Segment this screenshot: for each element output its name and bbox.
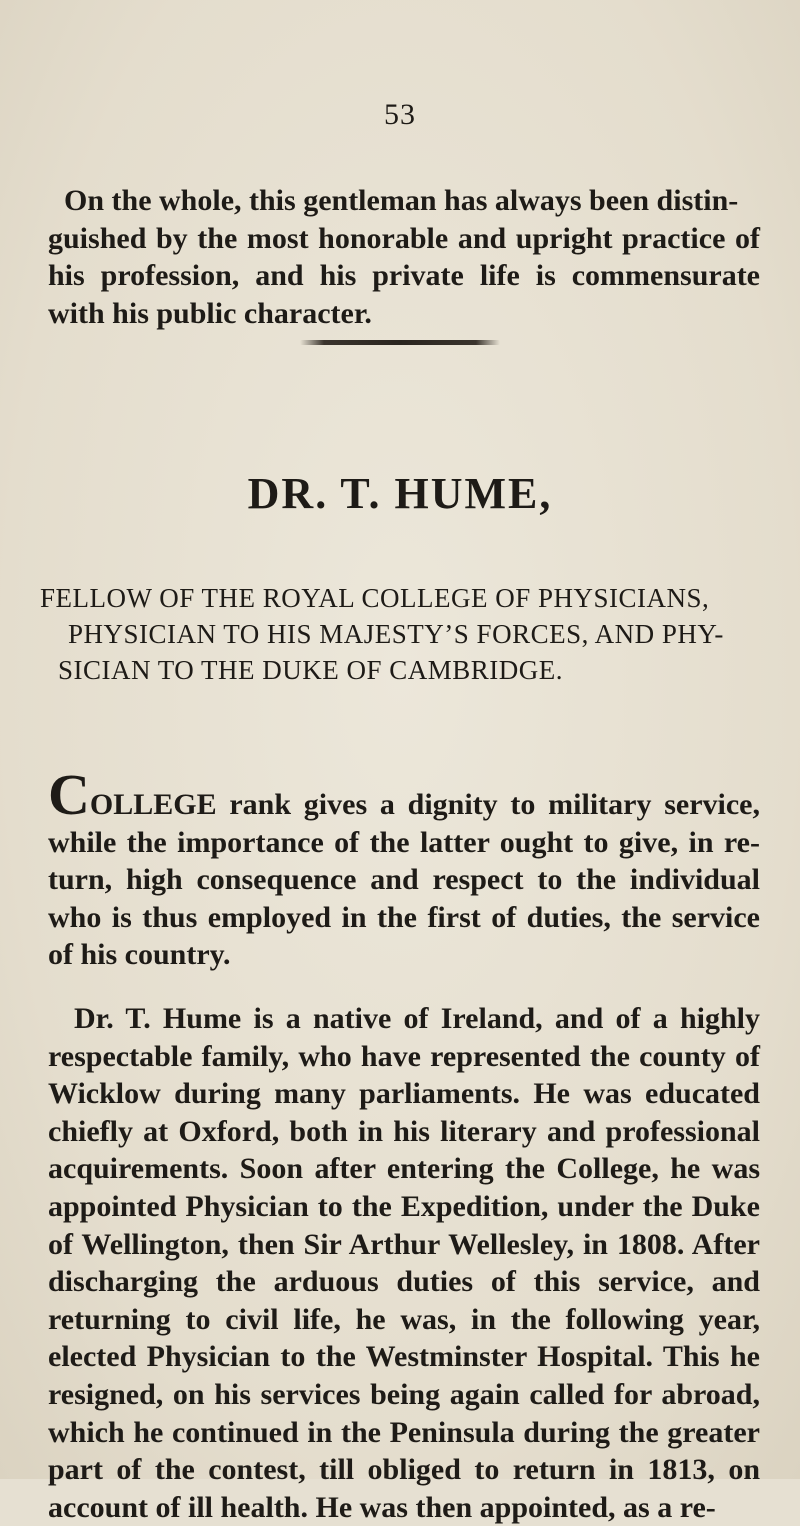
entry-title-line-3: SICIAN TO THE DUKE OF CAMBRIDGE. bbox=[58, 655, 564, 685]
entry-heading: DR. T. HUME, bbox=[247, 469, 553, 518]
smallcaps-word: OLLEGE bbox=[89, 788, 217, 821]
entry-titles bbox=[40, 580, 760, 688]
entry-title-line-2: PHYSICIAN TO HIS MAJESTY’S FORCES, AND PHY- bbox=[68, 619, 724, 649]
intro-paragraph bbox=[48, 182, 760, 332]
body-paragraph-2: Dr. T. Hume is a native of Ireland, and of a highly respectable family, who have represented the county of Wicklow during many parliaments. He was educated chiefly at Oxford, both in his literary and professional acquirements. Soon after entering the College, he was appointed Physician to the Expedition, under the Duke of Wellington, then Sir Arthur Wellesley, in 1808. After discharging the arduous duties of this service, and returning to civil life, he was, in the following year, elected Physician to the Westminster Hospital. This he resigned, on his services being again called for abroad, which he continued in the Peninsula during the greater part of the contest, till obliged to return in 1813, on account of ill health. He was then appointed, as a re- bbox=[48, 1002, 760, 1524]
entry-title-line-1: FELLOW OF THE ROYAL COLLEGE OF PHYSICIANS, bbox=[40, 583, 710, 613]
body-paragraph-1 bbox=[48, 762, 760, 974]
drop-cap: C bbox=[48, 762, 90, 827]
intro-rest: guished by the most honorable and upright practice of his profession, and his private life is commensurate with his public character. bbox=[48, 221, 760, 330]
section-divider-rule bbox=[300, 340, 500, 345]
intro-first-line: On the whole, this gentleman has always been distin- bbox=[64, 184, 739, 217]
body-paragraph-1-text: rank gives a dignity to military service, while the importance of the latter ought to give, in re-turn, high consequence and respect to the individual who is thus employed in the first of duties, the service of his country. bbox=[48, 788, 760, 972]
page-number: 53 bbox=[384, 98, 416, 131]
